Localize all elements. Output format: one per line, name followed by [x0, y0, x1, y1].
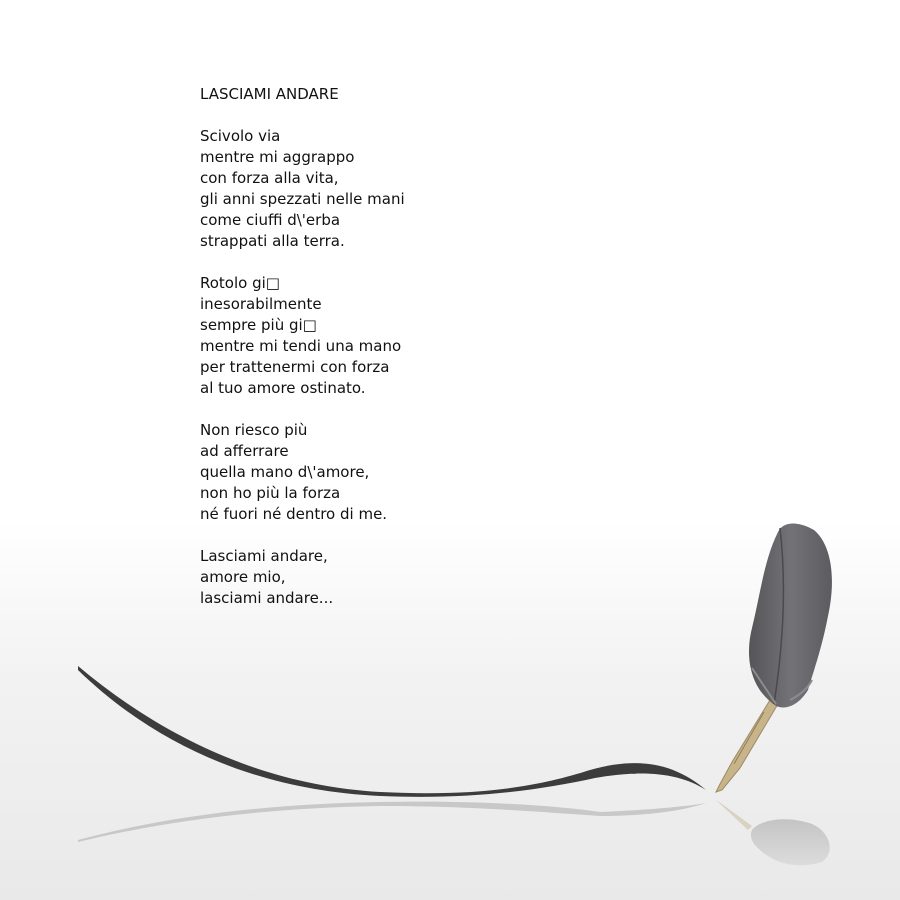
- poem-line: quella mano d\'amore,: [200, 463, 370, 481]
- feather-reflection: [751, 819, 830, 865]
- feather-rachis: [774, 528, 783, 704]
- poem-line: Lasciami andare,: [200, 547, 328, 565]
- poem-line: amore mio,: [200, 568, 286, 586]
- stanza-3: [200, 420, 620, 525]
- nib-reflection: [716, 800, 752, 830]
- poem-line: mentre mi tendi una mano: [200, 337, 402, 355]
- poem-line: per trattenermi con forza: [200, 358, 390, 376]
- poem-line: Non riesco più: [200, 421, 308, 439]
- poem-line: Rotolo gi□: [200, 274, 280, 292]
- poem-line: come ciuffi d\'erba: [200, 211, 341, 229]
- poem-line: inesorabilmente: [200, 295, 322, 313]
- poem-line: lasciami andare...: [200, 589, 334, 607]
- quill-shaft-line: [734, 712, 764, 764]
- stanza-4: [200, 546, 620, 609]
- poem-line: né fuori né dentro di me.: [200, 505, 388, 523]
- quill-feather-icon: [749, 524, 832, 708]
- quill-nib-icon: [716, 700, 778, 792]
- poem-line: strappati alla terra.: [200, 232, 345, 250]
- stanza-2: [200, 273, 620, 399]
- ink-swash-reflection: [78, 802, 706, 842]
- poem-line: con forza alla vita,: [200, 169, 339, 187]
- poem-line: mentre mi aggrappo: [200, 148, 355, 166]
- stanza-1: [200, 126, 620, 252]
- poem-line: gli anni spezzati nelle mani: [200, 190, 405, 208]
- poem-title: LASCIAMI ANDARE: [200, 85, 339, 103]
- poem: [200, 84, 620, 630]
- poem-line: sempre più gi□: [200, 316, 317, 334]
- poem-line: al tuo amore ostinato.: [200, 379, 366, 397]
- poem-line: Scivolo via: [200, 127, 281, 145]
- feather-fluff: [752, 668, 812, 704]
- ink-swash: [78, 666, 706, 797]
- poem-line: ad afferrare: [200, 442, 289, 460]
- poem-line: non ho più la forza: [200, 484, 341, 502]
